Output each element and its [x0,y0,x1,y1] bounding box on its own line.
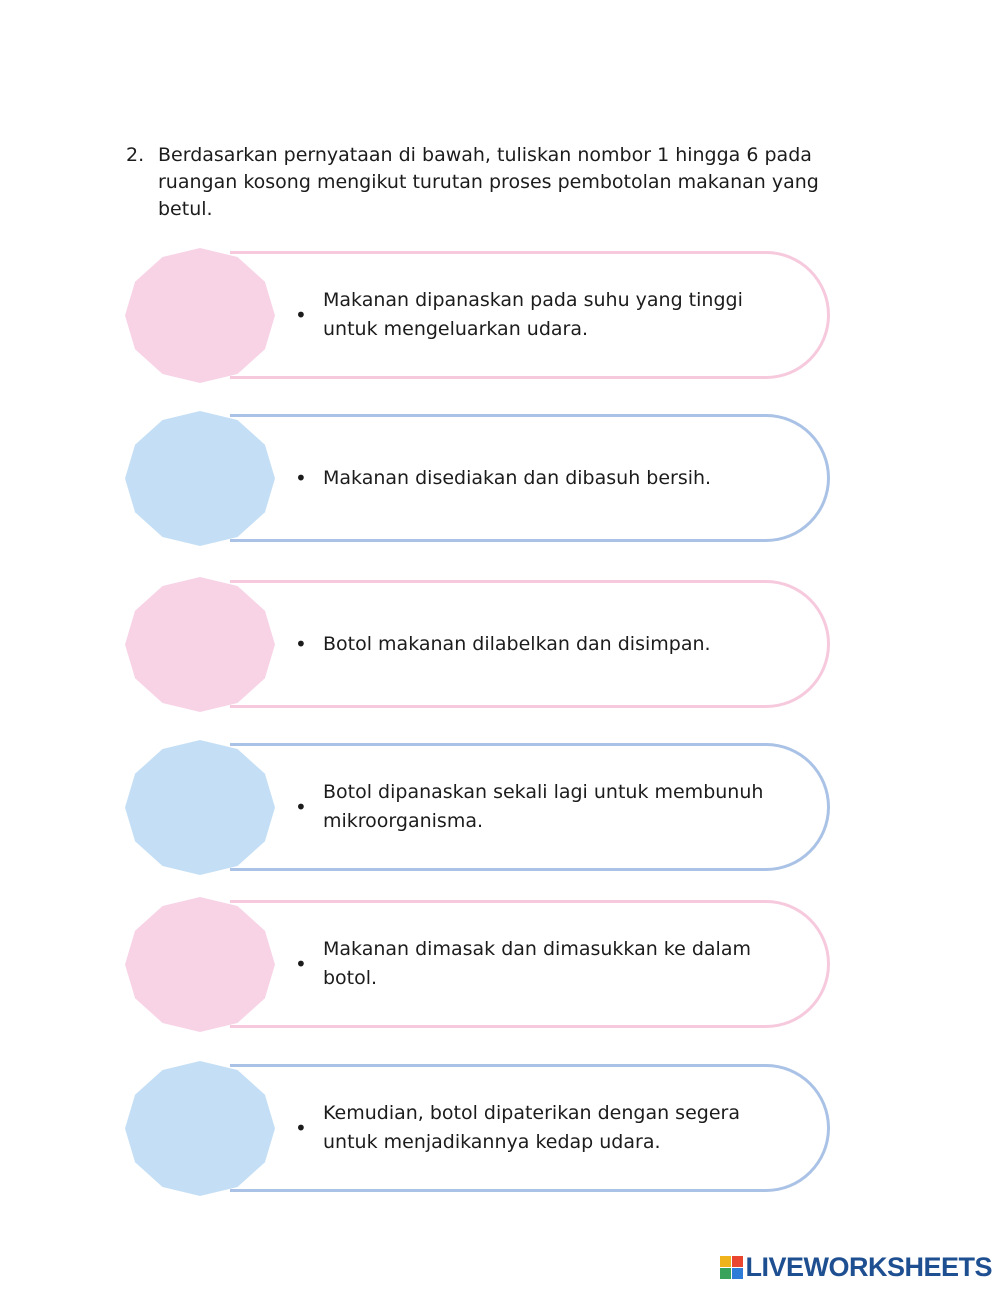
statement [295,1064,795,1192]
logo-icon [720,1256,743,1279]
statement-text: Botol makanan dilabelkan dan disimpan. [323,632,711,655]
statement [295,900,795,1028]
statement-text: Botol dipanaskan sekali lagi untuk membunuh mikroorganisma. [323,781,764,832]
bullet: • [295,302,307,327]
statement-text: Makanan disediakan dan dibasuh bersih. [323,466,712,489]
statement [295,414,795,542]
statement-item-1 [125,251,840,391]
statement-item-3 [125,580,840,720]
bullet: • [295,951,307,976]
statement-text: Makanan dimasak dan dimasukkan ke dalam botol. [323,938,751,989]
bullet: • [295,1115,307,1140]
statement-item-6 [125,1064,840,1204]
bullet: • [295,465,307,490]
question-number: 2. [126,144,145,166]
statement-item-2 [125,414,840,554]
bullet: • [295,631,307,656]
statement-text: Makanan dipanaskan pada suhu yang tinggi untuk mengeluarkan udara. [323,289,743,340]
statement [295,580,795,708]
statement-text: Kemudian, botol dipaterikan dengan segera untuk menjadikannya kedap udara. [323,1102,740,1153]
statement-item-5 [125,900,840,1040]
liveworksheets-logo [720,1252,992,1283]
question [126,142,826,223]
bullet: • [295,794,307,819]
question-text: Berdasarkan pernyataan di bawah, tuliskan nombor 1 hingga 6 pada ruangan kosong mengikut turutan proses pembotolan makanan yang betul. [158,144,819,220]
statement [295,251,795,379]
logo-text: LIVEWORKSHEETS [745,1252,992,1282]
statement [295,743,795,871]
statement-item-4 [125,743,840,883]
